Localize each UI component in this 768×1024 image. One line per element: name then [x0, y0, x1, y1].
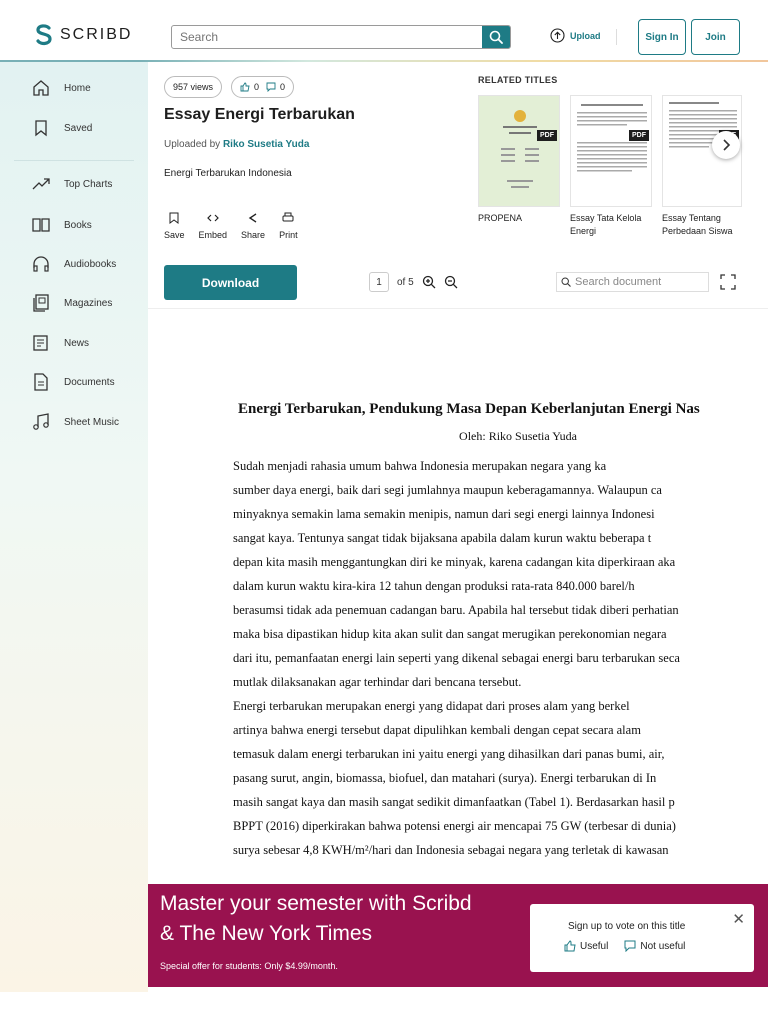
sidebar-item-documents[interactable]	[32, 373, 115, 391]
sidebar-item-label: Documents	[64, 376, 115, 388]
code-icon	[207, 212, 219, 224]
bookmark-icon	[32, 119, 50, 137]
document-subtitle: Energi Terbarukan Indonesia	[164, 168, 292, 179]
document-text-line: surya sebesar 4,8 KWH/m²/hari dan Indonesia sebagai negara yang terletak di kawasan	[233, 843, 669, 857]
pdf-badge: PDF	[629, 130, 649, 141]
sidebar-item-label: Top Charts	[64, 178, 113, 190]
comment-icon	[624, 940, 636, 952]
embed-label: Embed	[198, 230, 228, 240]
rating-badge[interactable]	[231, 76, 294, 98]
related-thumbnail[interactable]	[570, 95, 652, 207]
document-search-placeholder: Search document	[575, 276, 662, 288]
embed-button[interactable]	[199, 212, 228, 240]
sidebar-item-saved[interactable]	[32, 119, 92, 137]
close-icon[interactable]: ✕	[732, 911, 745, 928]
document-text-line: mutlak dilaksanakan agar terhindar dari bencana tersebut.	[233, 675, 522, 689]
comment-icon	[266, 82, 276, 92]
bookmark-icon	[168, 212, 180, 224]
zoom-out-icon[interactable]	[444, 275, 458, 289]
carousel-next-button[interactable]	[712, 131, 740, 159]
document-heading: Energi Terbarukan, Pendukung Masa Depan Keberlanjutan Energi Nas	[238, 401, 700, 417]
sidebar-item-audiobooks[interactable]	[32, 255, 116, 273]
document-text-line: masih sangat kaya dan masih sangat sedikit dimanfaatkan (Tabel 1). Berdasarkan hasil p	[233, 795, 675, 809]
pdf-badge: PDF	[537, 130, 557, 141]
promo-headline-line-2: & The New York Times	[160, 922, 373, 945]
music-note-icon	[32, 413, 50, 431]
upload-icon	[550, 28, 565, 43]
save-label: Save	[164, 230, 185, 240]
promo-headline-line-1: Master your semester with Scribd	[160, 892, 472, 915]
not-useful-label: Not useful	[640, 940, 686, 952]
related-title-label[interactable]: Essay Tentang Perbedaan Siswa	[662, 213, 733, 237]
sign-in-button[interactable]: Sign In	[638, 19, 686, 55]
search-bar	[171, 25, 511, 49]
download-button[interactable]: Download	[164, 265, 297, 300]
search-icon	[561, 277, 571, 287]
join-button[interactable]: Join	[691, 19, 740, 55]
header-divider	[616, 29, 617, 45]
upload-button[interactable]	[550, 28, 601, 43]
sidebar-item-magazines[interactable]	[32, 294, 112, 312]
document-search-field[interactable]	[556, 272, 709, 292]
thumbs-up-icon	[564, 940, 576, 952]
sidebar-item-label: Home	[64, 82, 91, 94]
promo-banner[interactable]	[148, 884, 768, 987]
document-text-line: Sudah menjadi rahasia umum bahwa Indonesia merupakan negara yang ka	[233, 459, 607, 473]
document-text-line: Energi terbarukan merupakan energi yang didapat dari proses alam yang berkel	[233, 699, 630, 713]
sidebar-item-books[interactable]	[32, 216, 92, 234]
document-text-line: minyaknya semakin lama semakin menipis, namun dari segi energi lainnya Indonesi	[233, 507, 655, 521]
chevron-right-icon	[721, 139, 731, 151]
document-thumbnail-preview	[571, 96, 652, 207]
document-text-line: sumber daya energi, baik dari segi jumlahnya maupun keberagamannya. Walaupun ca	[233, 483, 662, 497]
uploaded-by-prefix: Uploaded by	[164, 139, 221, 150]
printer-icon	[282, 212, 294, 224]
fullscreen-icon[interactable]	[720, 274, 736, 290]
sidebar-item-news[interactable]	[32, 334, 89, 352]
document-text-line: pasang surut, angin, biomassa, biofuel, dan matahari (surya). Energi terbarukan di In	[233, 771, 657, 785]
related-title-label[interactable]: PROPENA	[478, 213, 523, 223]
sidebar-item-label: Books	[64, 219, 92, 231]
top-bar	[0, 0, 768, 62]
page-number-input[interactable]: 1	[369, 272, 389, 292]
logo-text: SCRIBD	[60, 26, 133, 43]
related-thumbnail[interactable]	[478, 95, 560, 207]
uploader-line	[164, 139, 309, 150]
useful-label: Useful	[580, 940, 609, 952]
vote-options	[564, 940, 685, 952]
sidebar-item-label: Sheet Music	[64, 416, 120, 428]
print-button[interactable]	[279, 212, 298, 240]
document-actions	[164, 212, 298, 240]
sidebar-item-sheet-music[interactable]	[32, 413, 119, 431]
views-count: 957 views	[173, 82, 214, 92]
page-navigator	[369, 272, 458, 292]
views-count-badge	[164, 76, 222, 98]
sidebar-item-label: Saved	[64, 122, 93, 134]
document-text-line: maka bisa dipastikan hidup kita akan sulit dan sangat merugikan perekonomian negara	[233, 627, 667, 641]
share-button[interactable]	[241, 212, 265, 240]
sidebar-item-label: News	[64, 337, 90, 349]
document-thumbnail-preview	[479, 96, 560, 207]
scribd-logo-icon	[34, 24, 54, 46]
uploader-link[interactable]: Riko Susetia Yuda	[222, 139, 310, 150]
promo-subtext: Special offer for students: Only $4.99/month.	[160, 961, 338, 971]
document-text-line: BPPT (2016) diperkirakan bahwa potensi energi air mencapai 75 GW (terbesar di dunia)	[233, 819, 676, 833]
vote-prompt-card	[530, 904, 754, 972]
document-icon	[32, 373, 50, 391]
scribd-logo[interactable]	[34, 24, 132, 46]
document-title: Essay Energi Terbarukan	[164, 106, 355, 123]
document-text-line: temasuk dalam energi terbarukan ini yaitu energi yang dihasilkan dari panas bumi, air,	[233, 747, 665, 761]
save-button[interactable]	[164, 212, 185, 240]
sidebar-item-home[interactable]	[32, 79, 91, 97]
not-useful-button[interactable]	[624, 940, 685, 952]
search-icon	[489, 30, 503, 44]
document-author-line: Oleh: Riko Susetia Yuda	[459, 429, 577, 443]
zoom-in-icon[interactable]	[422, 275, 436, 289]
document-text-line: depan kita masih menggantungkan diri ke minyak, karena cadangan kita diperkiraan aka	[233, 555, 676, 569]
related-title-label[interactable]: Essay Tata Kelola Energi	[570, 213, 642, 237]
downvote-count: 0	[280, 82, 286, 92]
magazine-icon	[32, 294, 50, 312]
document-text-line: dari itu, pemanfaatan energi lain seperti yang dikenal sebagai energi baru terbarukan seca	[233, 651, 680, 665]
search-input[interactable]	[172, 26, 482, 48]
sidebar	[0, 62, 148, 992]
vote-prompt-text: Sign up to vote on this title	[568, 921, 686, 932]
print-label: Print	[279, 230, 298, 240]
related-titles-heading: RELATED TITLES	[478, 75, 558, 85]
share-icon	[247, 212, 259, 224]
home-icon	[32, 79, 50, 97]
sidebar-item-label: Magazines	[64, 297, 113, 309]
document-text-line: berasumsi tidak ada penemuan cadangan baru. Apabila hal tersebut tidak diberi perhatian	[233, 603, 679, 617]
upvote-count: 0	[254, 82, 260, 92]
book-icon	[32, 216, 50, 234]
thumbs-up-icon	[240, 82, 250, 92]
upload-label: Upload	[570, 30, 601, 41]
useful-button[interactable]	[564, 940, 608, 952]
headphones-icon	[32, 255, 50, 273]
document-text-line: artinya bahwa energi tersebut dapat dipulihkan kembali dengan cepat secara alam	[233, 723, 641, 737]
page-count: of 5	[397, 276, 414, 288]
sidebar-item-label: Audiobooks	[64, 258, 117, 270]
document-text-line: sangat kaya. Tentunya sangat tidak bijaksana apabila dalam kurun waktu beberapa t	[233, 531, 652, 545]
trending-icon	[32, 175, 50, 193]
sidebar-item-top-charts[interactable]	[32, 175, 112, 193]
news-icon	[32, 334, 50, 352]
search-button[interactable]	[482, 26, 510, 48]
share-label: Share	[241, 230, 266, 240]
sidebar-divider	[14, 160, 134, 161]
document-text-line: dalam kurun waktu kira-kira 12 tahun dengan produksi rata-rata 840.000 barel/h	[233, 579, 635, 593]
